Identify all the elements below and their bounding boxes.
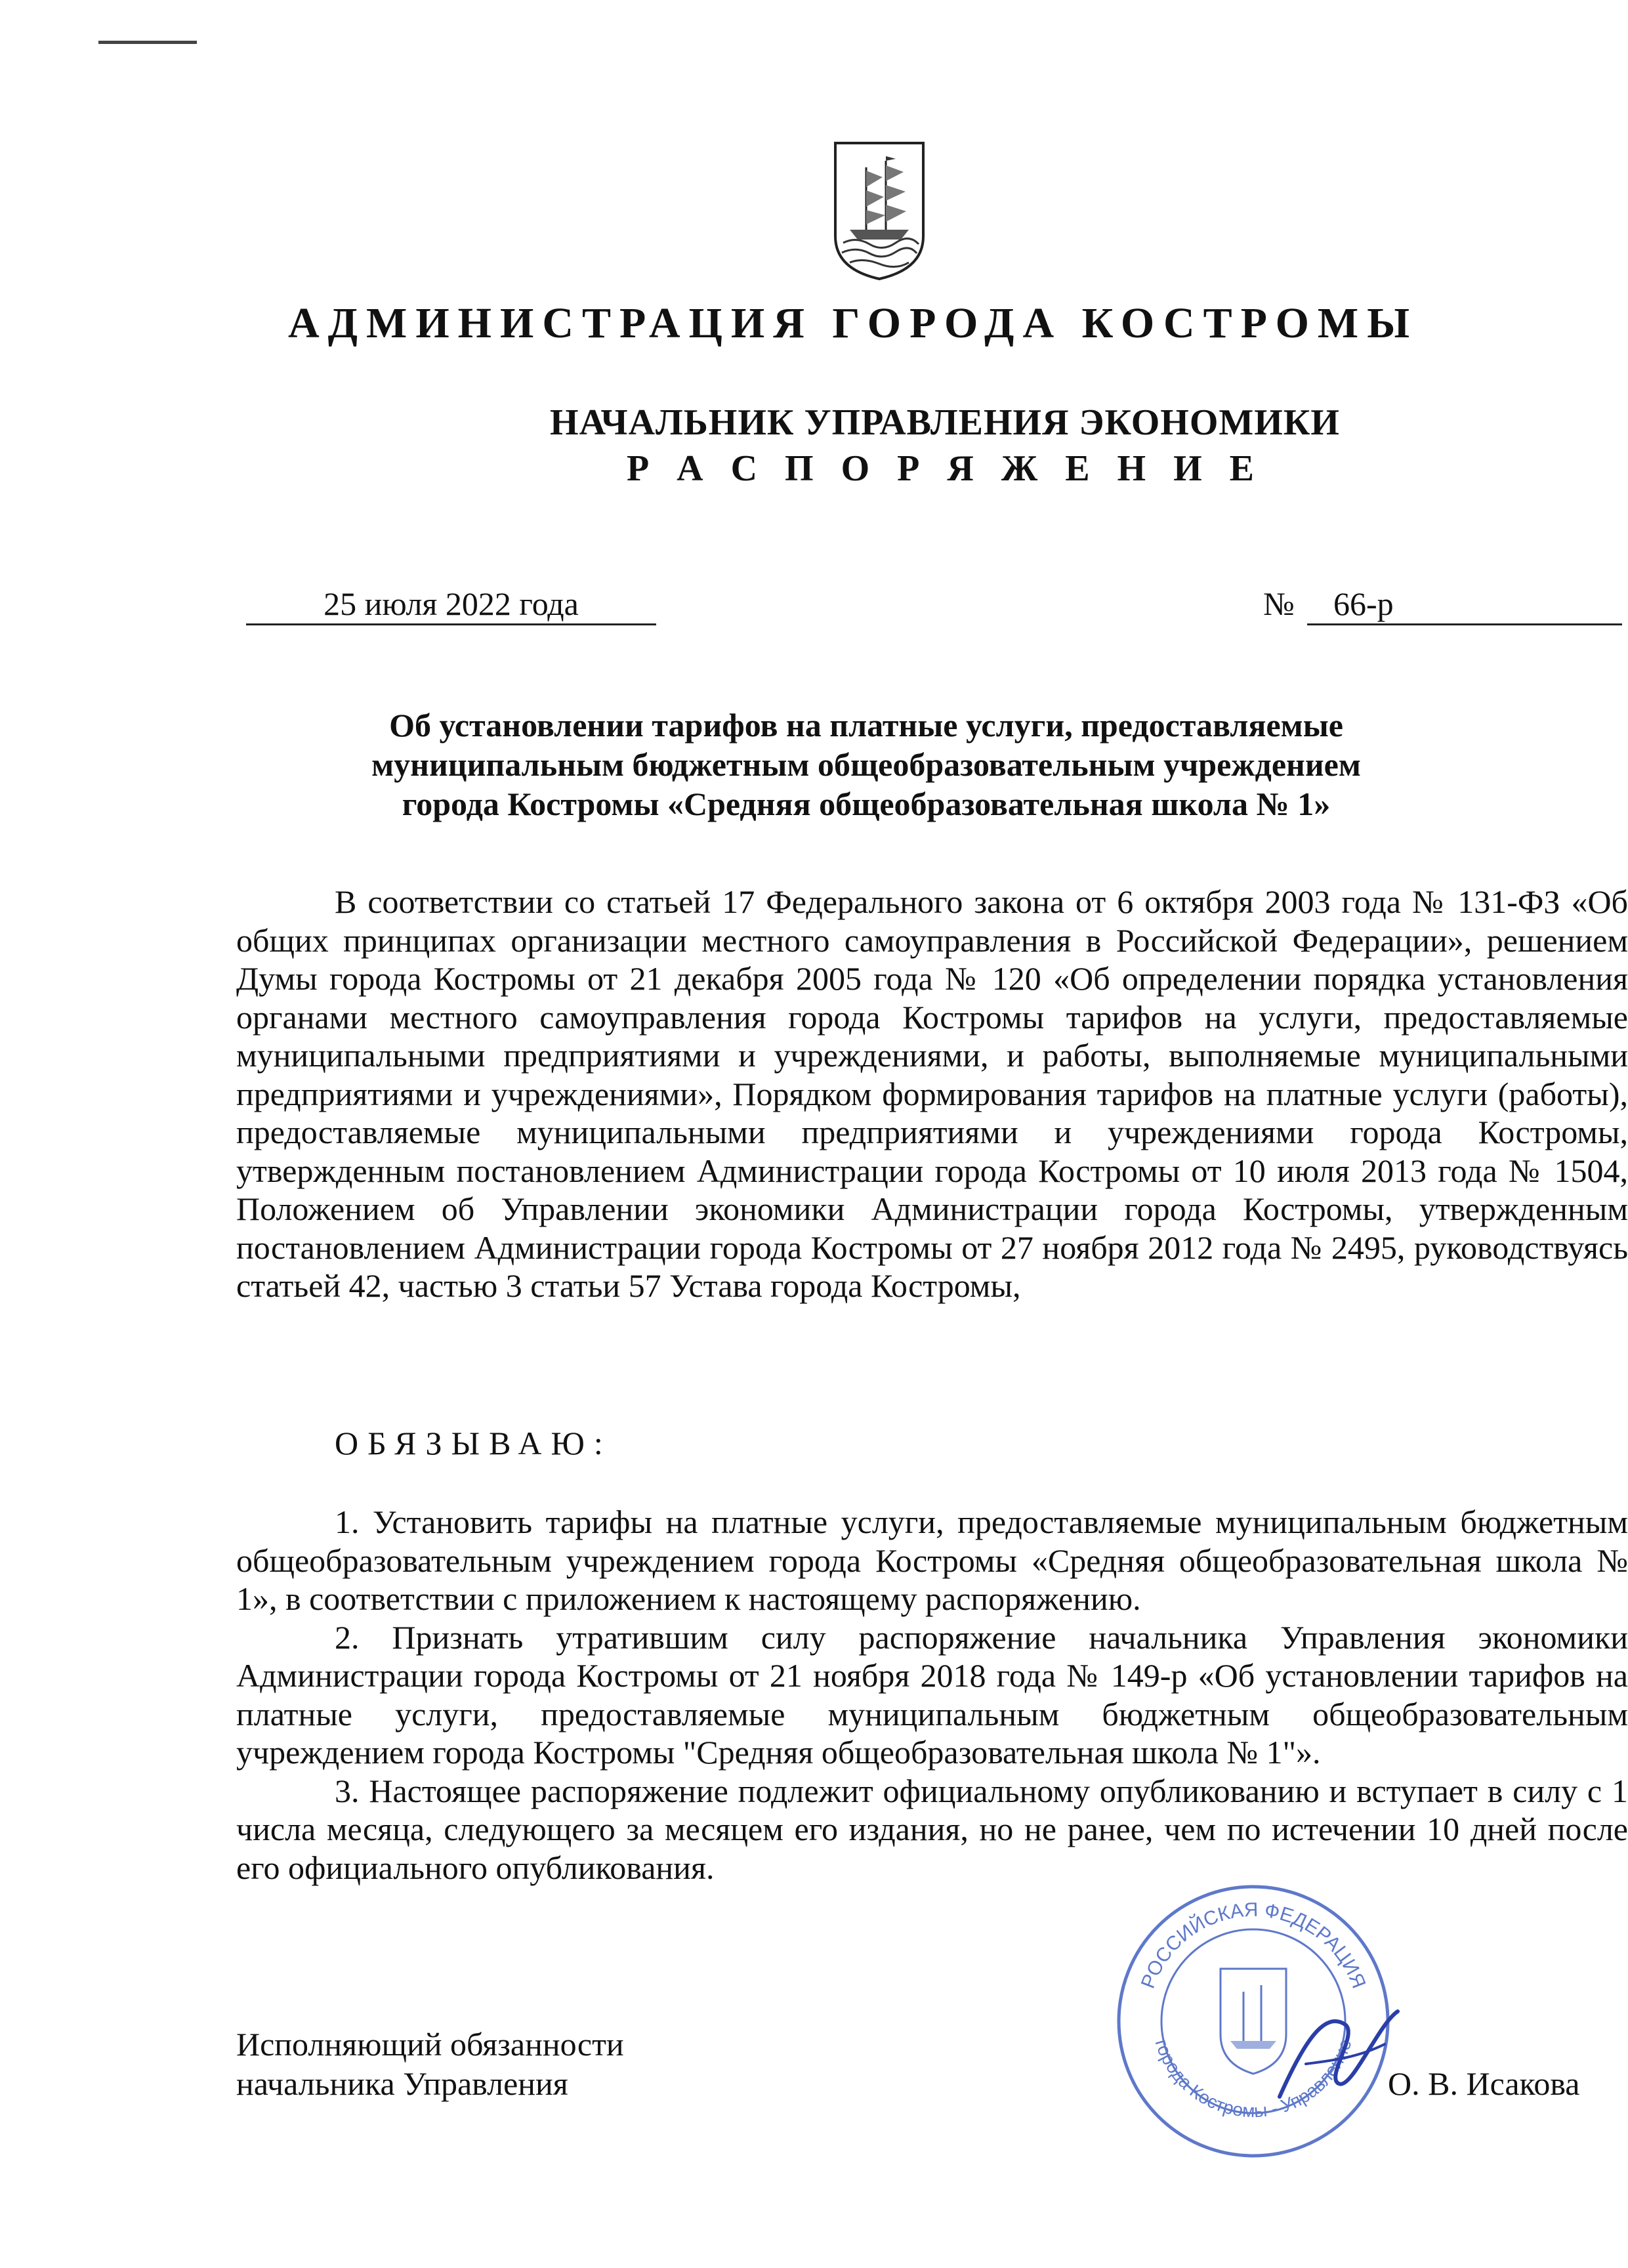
signatory-position-line: Исполняющий обязанности xyxy=(236,2026,624,2063)
signatory-name: О. В. Исакова xyxy=(1388,2065,1580,2102)
department-heading: НАЧАЛЬНИК УПРАВЛЕНИЯ ЭКОНОМИКИ xyxy=(550,402,1340,443)
number-sign: № xyxy=(1263,585,1295,622)
signatory-position-line: начальника Управления xyxy=(236,2065,568,2102)
kostroma-coat-of-arms-icon xyxy=(830,138,929,282)
stamp-top-text: РОССИЙСКАЯ ФЕДЕРАЦИЯ xyxy=(1137,1899,1370,1992)
preamble-block xyxy=(236,883,1628,1305)
order-item-1: 1. Установить тарифы на платные услуги, предоставляемые муниципальным бюджетным общеобразовательным учреждением города Костромы «Средняя общеобразовательная школа № 1», в соответствии с приложением к настоящему распоряжению. xyxy=(236,1503,1628,1617)
order-items xyxy=(236,1503,1628,1887)
title-line: муниципальным бюджетным общеобразовательным учреждением xyxy=(371,746,1361,783)
signatory-position xyxy=(236,2025,624,2103)
scan-artifact-line xyxy=(98,41,197,44)
title-line: Об установлении тарифов на платные услуги, предоставляемые xyxy=(389,707,1343,744)
preamble-paragraph: В соответствии со статьей 17 Федерального закона от 6 октября 2003 года № 131-ФЗ «Об общих принципах организации местного самоуправления в Российской Федерации», решением Думы города Костромы от 21 декабря 2005 года № 120 «Об определении порядка установления органами местного самоуправления города Костромы тарифов на услуги, предоставляемые муниципальными предприятиями и учреждениями, и работы, выполняемые муниципальными предприятиями и учреждениями», Порядком формирования тарифов на платные услуги (работы), предоставляемые муниципальными предприятиями и учреждениями города Костромы, утвержденным постановлением Администрации города Костромы от 10 июля 2013 года № 1504, Положением об Управлении экономики Администрации города Костромы, утвержденным постановлением Администрации города Костромы от 27 ноября 2012 года № 2495, руководствуясь статьей 42, частью 3 статьи 57 Устава города Костромы, xyxy=(236,883,1628,1304)
document-number: 66-р xyxy=(1307,584,1622,625)
document-date: 25 июля 2022 года xyxy=(246,584,656,625)
order-item-3: 3. Настоящее распоряжение подлежит официальному опубликованию и вступает в силу с 1 числа месяца, следующего за месяцем его издания, но не ранее, чем по истечении 10 дней после его официального опубликования. xyxy=(236,1772,1628,1886)
order-item-2: 2. Признать утратившим силу распоряжение начальника Управления экономики Администрации города Костромы от 21 ноября 2018 года № 149-р «Об установлении тарифов на платные услуги, предоставляемые муниципальным бюджетным общеобразовательным учреждением города Костромы "Средняя общеобразовательная школа № 1"». xyxy=(236,1618,1628,1771)
obligation-heading: ОБЯЗЫВАЮ: xyxy=(335,1425,612,1461)
title-line: города Костромы «Средняя общеобразовательная школа № 1» xyxy=(402,786,1331,822)
stamp-bottom-text: города Костромы - Управление xyxy=(1151,2036,1356,2122)
document-type-heading: Р А С П О Р Я Ж Е Н И Е xyxy=(626,448,1264,489)
document-title xyxy=(328,705,1404,824)
administration-heading: АДМИНИСТРАЦИЯ ГОРОДА КОСТРОМЫ xyxy=(287,299,1419,347)
